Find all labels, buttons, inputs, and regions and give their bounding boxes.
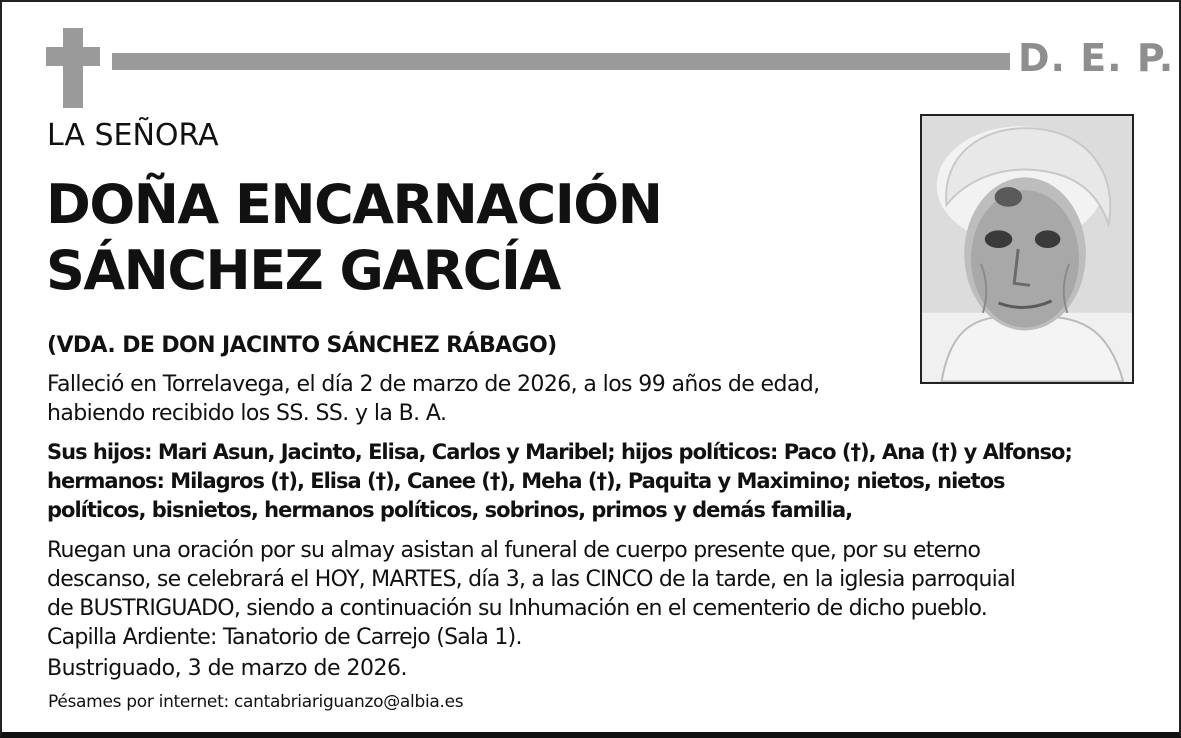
funeral-line-1: Ruegan una oración por su almay asistan al funeral de cuerpo presente que, por su eterno [47, 538, 981, 563]
funeral-line-3: de BUSTRIGUADO, siendo a continuación su Inhumación en el cementerio de dicho pueblo. [47, 596, 988, 621]
death-line-2: habiendo recibido los SS. SS. y la B. A. [47, 401, 447, 426]
deceased-name [46, 172, 661, 304]
dep-label: D. E. P. [1018, 36, 1175, 80]
funeral-line-4: Capilla Ardiente: Tanatorio de Carrejo (Sala 1). [47, 625, 522, 650]
condolences-email: Pésames por internet: cantabriariguanzo@albia.es [48, 692, 464, 712]
death-notice [47, 370, 819, 428]
funeral-line-2: descanso, se celebrará el HOY, MARTES, día 3, a las CINCO de la tarde, en la iglesia parroquial [47, 567, 1016, 592]
place-date: Bustriguado, 3 de marzo de 2026. [47, 656, 407, 681]
death-line-1: Falleció en Torrelavega, el día 2 de marzo de 2026, a los 99 años de edad, [47, 372, 820, 397]
header-rule [112, 53, 1010, 70]
family-line-2: hermanos: Milagros (†), Elisa (†), Canee (†), Meha (†), Paquita y Maximino; nietos, nietos [47, 469, 1005, 493]
family-line-1: Sus hijos: Mari Asun, Jacinto, Elisa, Carlos y Maribel; hijos políticos: Paco (†), Ana (†) y Alfonso; [47, 440, 1072, 464]
family-line-3: políticos, bisnietos, hermanos políticos, sobrinos, primos y demás familia, [47, 498, 853, 522]
name-line-1: DOÑA ENCARNACIÓN [46, 173, 662, 236]
widow-of: (VDA. DE DON JACINTO SÁNCHEZ RÁBAGO) [47, 333, 557, 358]
portrait-photo [920, 114, 1134, 384]
honorific-prefix: LA SEÑORA [47, 118, 219, 153]
family-list [47, 438, 1142, 525]
funeral-details [47, 536, 1147, 652]
name-line-2: SÁNCHEZ GARCÍA [46, 239, 560, 302]
